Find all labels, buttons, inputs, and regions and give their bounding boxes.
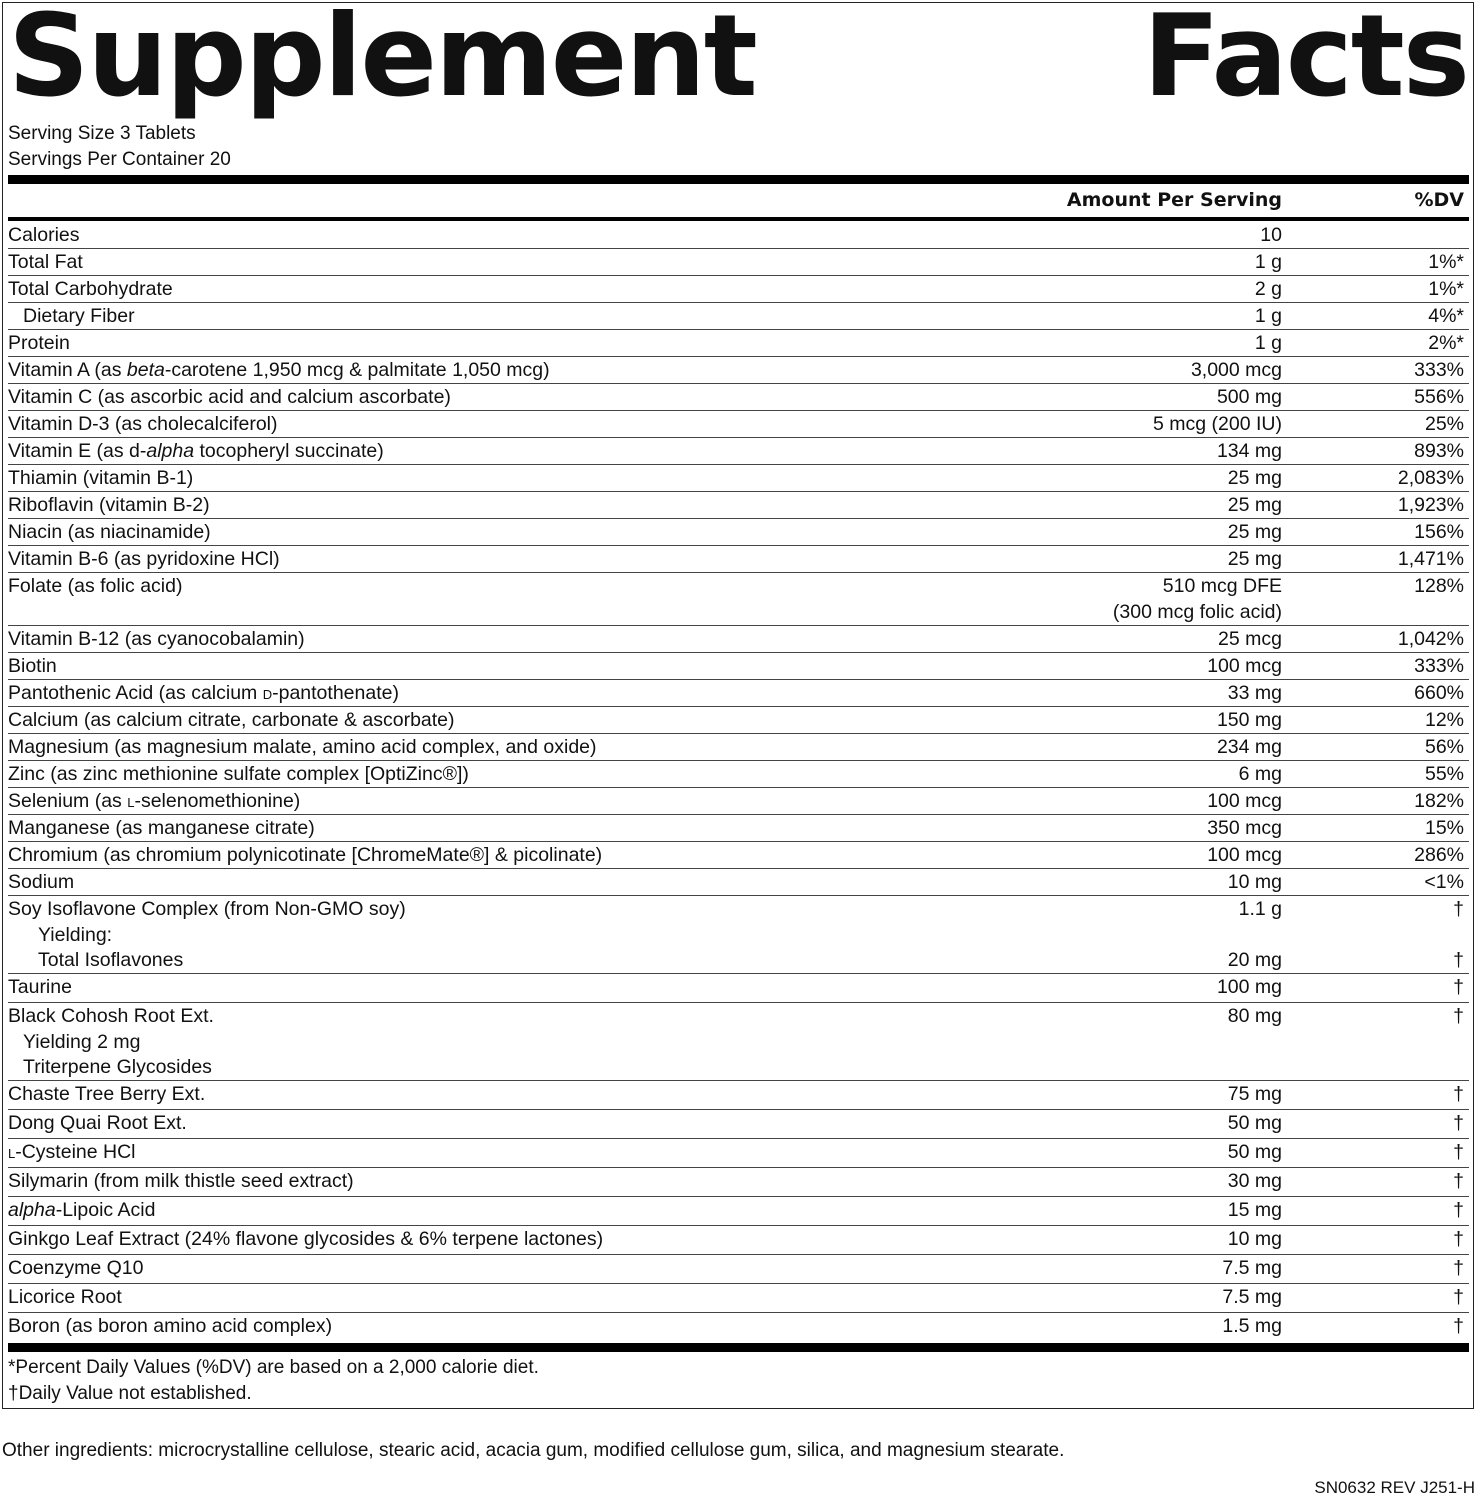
nutrient-row [8, 519, 1469, 546]
nutrient-name: Coenzyme Q10 [8, 1257, 144, 1279]
nutrient-daily-value: 25% [1424, 413, 1464, 435]
nutrient-name: Vitamin E (as d-alpha tocopheryl succinate) [8, 440, 384, 462]
nutrient-name: Folate (as folic acid) [8, 575, 183, 597]
nutrient-daily-value: <1% [1424, 871, 1464, 893]
nutrient-name: Niacin (as niacinamide) [8, 521, 211, 543]
nutrient-daily-value: 15% [1424, 817, 1464, 839]
nutrient-row [8, 492, 1469, 519]
nutrient-amount: 7.5 mg [1222, 1286, 1282, 1308]
nutrient-amount: 5 mcg (200 IU) [1153, 413, 1282, 435]
other-ingredients: Other ingredients: microcrystalline cellulose, stearic acid, acacia gum, modified cellulose gum, silica, and magnesium stearate. [2, 1440, 1065, 1461]
title-facts: Facts [1142, 0, 1468, 122]
nutrient-name: Soy Isoflavone Complex (from Non-GMO soy) Yielding: Total Isoflavones [8, 898, 406, 971]
daily-value-header: %DV [1414, 189, 1464, 211]
nutrient-name: Silymarin (from milk thistle seed extract) [8, 1170, 354, 1192]
nutrient-amount: 1 g [1254, 251, 1282, 273]
nutrient-name: Zinc (as zinc methionine sulfate complex [OptiZinc®]) [8, 763, 469, 785]
nutrient-daily-value: 4%* [1428, 305, 1464, 327]
nutrient-row [8, 1139, 1469, 1168]
nutrient-amount: 500 mg [1216, 386, 1282, 408]
nutrient-row [8, 680, 1469, 707]
percent-dv-footnote: *Percent Daily Values (%DV) are based on a 2,000 calorie diet. [8, 1357, 539, 1378]
nutrient-amount: 10 mg [1227, 871, 1282, 893]
serving-info [8, 121, 231, 172]
nutrient-row [8, 869, 1469, 896]
nutrient-daily-value: 893% [1414, 440, 1464, 462]
nutrient-row [8, 626, 1469, 653]
dagger-footnote: †Daily Value not established. [8, 1382, 252, 1404]
nutrient-amount: 1 g [1254, 332, 1282, 354]
nutrient-amount: 25 mg [1227, 521, 1282, 543]
nutrient-row [8, 357, 1469, 384]
nutrient-name: Calories [8, 224, 80, 246]
nutrient-row [8, 249, 1469, 276]
nutrient-name: Riboflavin (vitamin B-2) [8, 494, 210, 516]
nutrient-amount: 10 mg [1227, 1228, 1282, 1250]
nutrient-amount: 100 mcg [1207, 655, 1282, 677]
nutrient-daily-value: † [1453, 976, 1464, 998]
panel-title [8, 0, 1468, 122]
nutrient-daily-value: 333% [1414, 359, 1464, 381]
nutrient-amount: 15 mg [1227, 1199, 1282, 1221]
nutrient-name: Calcium (as calcium citrate, carbonate & ascorbate) [8, 709, 455, 731]
nutrient-amount: 25 mg [1227, 548, 1282, 570]
nutrient-daily-value: 55% [1424, 763, 1464, 785]
nutrient-daily-value: 12% [1424, 709, 1464, 731]
servings-per-container: Servings Per Container 20 [8, 148, 231, 170]
nutrient-name: Total Fat [8, 251, 83, 273]
nutrient-amount: 80 mg [1227, 1005, 1282, 1027]
nutrient-row [8, 330, 1469, 357]
nutrient-row [8, 1197, 1469, 1226]
nutrient-row [8, 707, 1469, 734]
nutrient-daily-value: 2,083% [1397, 467, 1464, 489]
nutrient-daily-value: † † [1453, 898, 1464, 971]
nutrient-name: Protein [8, 332, 70, 354]
nutrient-row [8, 1081, 1469, 1110]
nutrient-name: Dietary Fiber [23, 305, 135, 327]
nutrient-amount: 1.5 mg [1222, 1315, 1282, 1337]
nutrient-name: Black Cohosh Root Ext. Yielding 2 mg Triterpene Glycosides [8, 1005, 214, 1078]
nutrient-name: Sodium [8, 871, 75, 893]
nutrient-row [8, 573, 1469, 626]
nutrient-row [8, 815, 1469, 842]
nutrient-name: Chaste Tree Berry Ext. [8, 1083, 206, 1105]
nutrient-daily-value: † [1453, 1141, 1464, 1163]
thick-divider-bottom [8, 1343, 1469, 1352]
nutrient-amount: 150 mg [1216, 709, 1282, 731]
nutrient-row [8, 1168, 1469, 1197]
nutrient-row [8, 896, 1469, 974]
nutrient-row [8, 1284, 1469, 1313]
nutrient-daily-value: 128% [1414, 575, 1464, 597]
nutrient-daily-value: 182% [1414, 790, 1464, 812]
nutrient-daily-value: † [1453, 1112, 1464, 1134]
nutrient-name: Vitamin B-12 (as cyanocobalamin) [8, 628, 305, 650]
nutrient-row [8, 974, 1469, 1003]
nutrient-row [8, 842, 1469, 869]
nutrient-name: Vitamin A (as beta-carotene 1,950 mcg & palmitate 1,050 mcg) [8, 359, 550, 381]
nutrient-daily-value: † [1453, 1228, 1464, 1250]
nutrient-name: Total Carbohydrate [8, 278, 173, 300]
nutrient-amount: 100 mcg [1207, 790, 1282, 812]
nutrient-name: Dong Quai Root Ext. [8, 1112, 187, 1134]
nutrient-daily-value: † [1453, 1286, 1464, 1308]
nutrient-daily-value: 1,042% [1397, 628, 1464, 650]
nutrient-amount: 1 g [1254, 305, 1282, 327]
nutrient-row [8, 303, 1469, 330]
nutrient-amount: 10 [1260, 224, 1282, 246]
nutrient-row [8, 222, 1469, 249]
nutrient-daily-value: † [1453, 1315, 1464, 1337]
nutrient-daily-value: 556% [1414, 386, 1464, 408]
header-divider [8, 217, 1469, 221]
nutrient-name: Vitamin D-3 (as cholecalciferol) [8, 413, 278, 435]
nutrient-amount: 234 mg [1216, 736, 1282, 758]
nutrient-name: Magnesium (as magnesium malate, amino acid complex, and oxide) [8, 736, 597, 758]
nutrient-row [8, 1110, 1469, 1139]
nutrient-row [8, 276, 1469, 303]
nutrient-amount: 50 mg [1227, 1141, 1282, 1163]
nutrient-daily-value: † [1453, 1083, 1464, 1105]
nutrient-name: alpha-Lipoic Acid [8, 1199, 156, 1221]
nutrient-name: Ginkgo Leaf Extract (24% flavone glycosides & 6% terpene lactones) [8, 1228, 604, 1250]
nutrient-name: Vitamin B-6 (as pyridoxine HCl) [8, 548, 280, 570]
nutrient-row [8, 788, 1469, 815]
nutrient-daily-value: † [1453, 1170, 1464, 1192]
nutrient-name: Biotin [8, 655, 57, 677]
nutrient-amount: 25 mcg [1218, 628, 1282, 650]
nutrient-amount: 7.5 mg [1222, 1257, 1282, 1279]
product-code: SN0632 REV J251-H [1314, 1478, 1475, 1497]
nutrient-name: Boron (as boron amino acid complex) [8, 1315, 333, 1337]
nutrient-amount: 25 mg [1227, 494, 1282, 516]
nutrient-row [8, 411, 1469, 438]
serving-size: Serving Size 3 Tablets [8, 123, 196, 144]
nutrient-amount: 1.1 g 20 mg [1227, 898, 1282, 971]
nutrient-amount: 350 mcg [1207, 817, 1282, 839]
nutrient-name: L-Cysteine HCl [8, 1141, 136, 1163]
column-header [8, 186, 1469, 216]
nutrient-amount: 6 mg [1238, 763, 1282, 785]
nutrient-amount: 510 mcg DFE (300 mcg folic acid) [1112, 575, 1282, 623]
nutrient-amount: 2 g [1254, 278, 1282, 300]
nutrient-amount: 100 mcg [1207, 844, 1282, 866]
nutrient-daily-value: 56% [1424, 736, 1464, 758]
nutrient-row [8, 1226, 1469, 1255]
nutrient-row [8, 734, 1469, 761]
nutrient-name: Manganese (as manganese citrate) [8, 817, 315, 839]
nutrient-row [8, 1313, 1469, 1342]
nutrient-daily-value: 286% [1414, 844, 1464, 866]
nutrient-name: Thiamin (vitamin B-1) [8, 467, 194, 489]
nutrient-name: Chromium (as chromium polynicotinate [ChromeMate®] & picolinate) [8, 844, 603, 866]
nutrient-row [8, 1255, 1469, 1284]
nutrient-daily-value: 2%* [1428, 332, 1464, 354]
nutrient-daily-value: 1%* [1428, 278, 1464, 300]
nutrient-daily-value: 1,471% [1397, 548, 1464, 570]
nutrient-amount: 25 mg [1227, 467, 1282, 489]
footnotes [8, 1355, 539, 1406]
nutrient-amount: 33 mg [1227, 682, 1282, 704]
nutrient-name: Selenium (as L-selenomethionine) [8, 790, 301, 812]
nutrient-daily-value: 333% [1414, 655, 1464, 677]
nutrient-row [8, 384, 1469, 411]
nutrient-amount: 75 mg [1227, 1083, 1282, 1105]
nutrient-table [8, 222, 1469, 1342]
nutrient-row [8, 1003, 1469, 1081]
nutrient-daily-value: † [1453, 1199, 1464, 1221]
nutrient-name: Taurine [8, 976, 72, 998]
nutrient-amount: 134 mg [1216, 440, 1282, 462]
nutrient-row [8, 653, 1469, 680]
title-supplement: Supplement [8, 0, 756, 122]
nutrient-name: Licorice Root [8, 1286, 122, 1308]
nutrient-daily-value: 1,923% [1397, 494, 1464, 516]
nutrient-amount: 100 mg [1216, 976, 1282, 998]
nutrient-row [8, 465, 1469, 492]
nutrient-amount: 50 mg [1227, 1112, 1282, 1134]
nutrient-amount: 3,000 mcg [1190, 359, 1282, 381]
nutrient-name: Pantothenic Acid (as calcium D-pantothenate) [8, 682, 399, 704]
nutrient-row [8, 761, 1469, 788]
nutrient-row [8, 438, 1469, 465]
nutrient-daily-value: 1%* [1428, 251, 1464, 273]
nutrient-amount: 30 mg [1227, 1170, 1282, 1192]
amount-per-serving-header: Amount Per Serving [1066, 189, 1282, 211]
thick-divider-top [8, 175, 1469, 184]
nutrient-name: Vitamin C (as ascorbic acid and calcium ascorbate) [8, 386, 451, 408]
nutrient-daily-value: † [1453, 1257, 1464, 1279]
nutrient-daily-value: 156% [1414, 521, 1464, 543]
nutrient-daily-value: † [1453, 1005, 1464, 1027]
nutrient-row [8, 546, 1469, 573]
nutrient-daily-value: 660% [1414, 682, 1464, 704]
nutrient-daily-value [1459, 223, 1464, 249]
